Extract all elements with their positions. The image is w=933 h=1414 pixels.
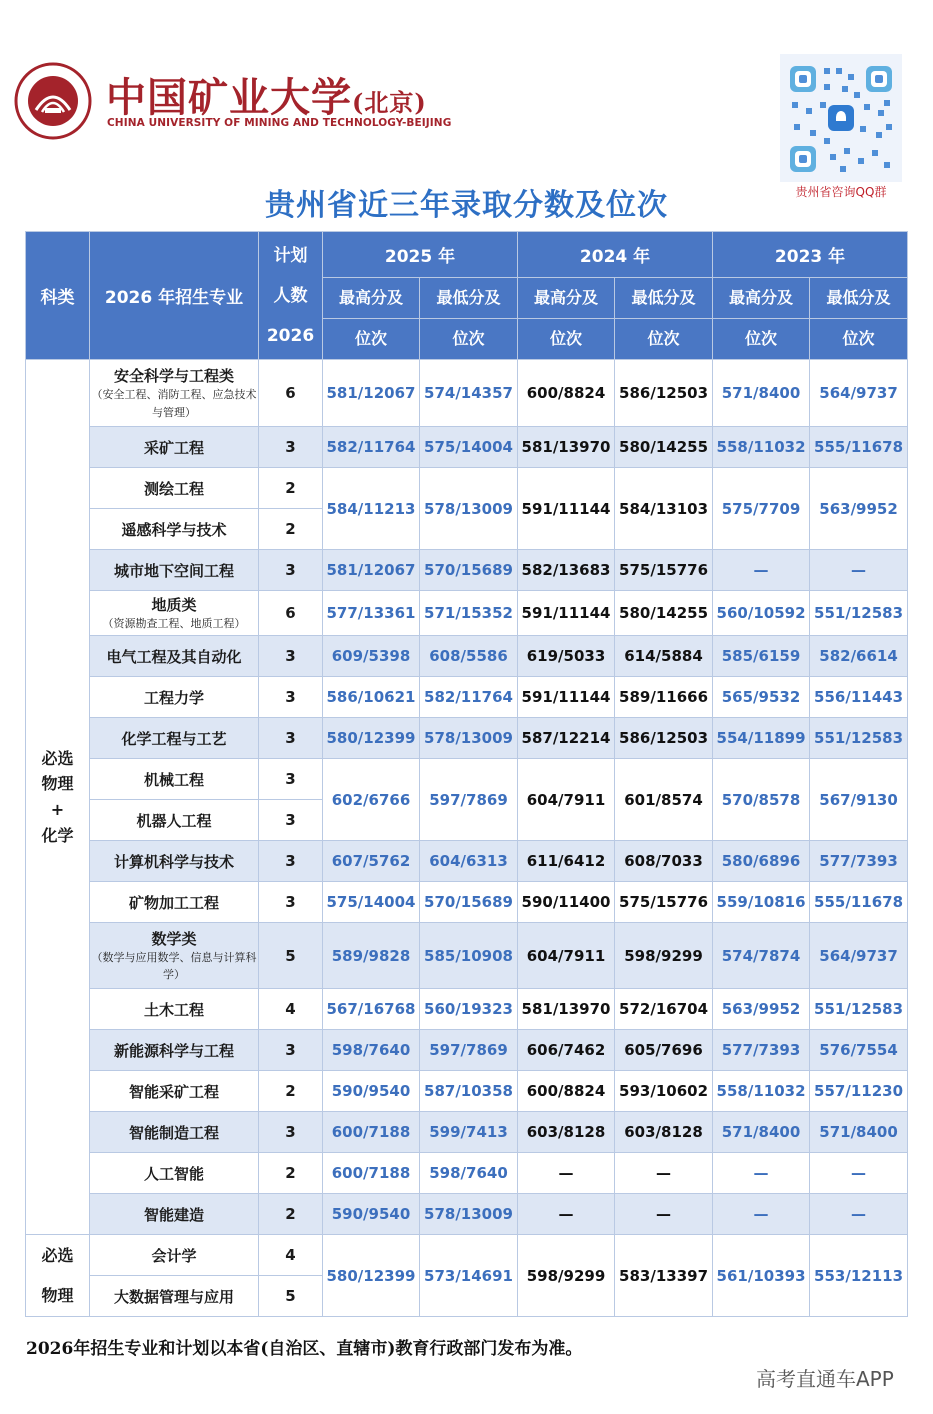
header-min-2024: 最低分及 (615, 278, 713, 319)
major-cell (90, 550, 259, 591)
table-row (26, 636, 908, 677)
score-2023-min: 555/11678 (810, 427, 908, 468)
major-cell (90, 841, 259, 882)
major-name: 新能源科学与工程 (113, 1041, 234, 1060)
major-note: （数学与应用数学、信息与计算科学） (91, 950, 257, 981)
score-2025-min: 608/5586 (420, 636, 518, 677)
major-cell (90, 1153, 259, 1194)
header (0, 0, 933, 230)
score-2023-max: — (713, 550, 810, 591)
score-2024-max: — (518, 1153, 615, 1194)
score-2023-max: 571/8400 (713, 360, 810, 427)
score-2024-max: 600/8824 (518, 1071, 615, 1112)
score-2025-max: 607/5762 (323, 841, 420, 882)
score-2025-min: 578/13009 (420, 1194, 518, 1235)
score-2023-max: 575/7709 (713, 468, 810, 550)
score-2023-max: 560/10592 (713, 591, 810, 636)
major-name: 智能采矿工程 (128, 1082, 219, 1101)
major-name: 大数据管理与应用 (113, 1287, 234, 1306)
table-row (26, 591, 908, 636)
score-2024-max: 598/9299 (518, 1235, 615, 1317)
plan-count: 6 (259, 360, 323, 427)
plan-count: 2 (259, 1071, 323, 1112)
score-2024-min: 584/13103 (615, 468, 713, 550)
score-2023-min: 556/11443 (810, 677, 908, 718)
score-2025-max: 600/7188 (323, 1153, 420, 1194)
score-2025-min: 587/10358 (420, 1071, 518, 1112)
category-physics (26, 1235, 90, 1317)
plan-count: 2 (259, 468, 323, 509)
header-year-2023: 2023 年 (713, 232, 908, 278)
major-name: 数学类 (151, 929, 197, 948)
header-plan-line: 2026 (266, 325, 315, 346)
score-2025-max: 580/12399 (323, 718, 420, 759)
score-2023-max: 561/10393 (713, 1235, 810, 1317)
score-2025-max: 609/5398 (323, 636, 420, 677)
major-name: 土木工程 (143, 1000, 204, 1019)
table-row (26, 1235, 908, 1276)
table-row (26, 550, 908, 591)
score-2024-min: — (615, 1153, 713, 1194)
score-2025-min: 570/15689 (420, 882, 518, 923)
score-2025-max: 581/12067 (323, 360, 420, 427)
major-cell (90, 1071, 259, 1112)
major-cell (90, 509, 259, 550)
score-2023-max: 558/11032 (713, 1071, 810, 1112)
table-row (26, 923, 908, 989)
score-2024-min: 614/5884 (615, 636, 713, 677)
score-2025-min: 597/7869 (420, 759, 518, 841)
score-2024-max: 587/12214 (518, 718, 615, 759)
header-rank-label: 位次 (810, 319, 908, 360)
header-max-2024: 最高分及 (518, 278, 615, 319)
major-note: （资源勘查工程、地质工程） (102, 616, 246, 630)
score-2023-max: 565/9532 (713, 677, 810, 718)
score-2024-min: 580/14255 (615, 427, 713, 468)
major-cell (90, 1030, 259, 1071)
score-2024-max: 604/7911 (518, 923, 615, 989)
score-2023-min: 551/12583 (810, 718, 908, 759)
header-rank-label: 位次 (323, 319, 420, 360)
score-2024-min: 593/10602 (615, 1071, 713, 1112)
plan-count: 3 (259, 841, 323, 882)
plan-count: 6 (259, 591, 323, 636)
score-2024-min: 601/8574 (615, 759, 713, 841)
table-row (26, 360, 908, 427)
score-2024-min: 589/11666 (615, 677, 713, 718)
score-2025-min: 604/6313 (420, 841, 518, 882)
table-row (26, 841, 908, 882)
major-name: 采矿工程 (143, 438, 204, 457)
score-2025-min: 597/7869 (420, 1030, 518, 1071)
plan-count: 5 (259, 1276, 323, 1317)
plan-count: 3 (259, 1030, 323, 1071)
table-row (26, 1153, 908, 1194)
table-row (26, 759, 908, 800)
score-2023-min: 551/12583 (810, 591, 908, 636)
category-line: 必选 (41, 1245, 74, 1265)
qr-caption: 贵州省咨询QQ群 (795, 185, 887, 199)
major-name: 智能建造 (143, 1205, 204, 1224)
score-2023-min: 564/9737 (810, 360, 908, 427)
table-row (26, 1071, 908, 1112)
score-2024-max: 604/7911 (518, 759, 615, 841)
score-2023-min: 582/6614 (810, 636, 908, 677)
plan-count: 3 (259, 677, 323, 718)
major-cell (90, 1235, 259, 1276)
score-2024-max: 619/5033 (518, 636, 615, 677)
plan-count: 2 (259, 1153, 323, 1194)
table-body (26, 360, 908, 1317)
header-min-2025: 最低分及 (420, 278, 518, 319)
app-watermark: 高考直通车APP (756, 1367, 894, 1391)
score-2023-max: — (713, 1153, 810, 1194)
score-2025-min: 560/19323 (420, 989, 518, 1030)
score-2025-max: 575/14004 (323, 882, 420, 923)
major-name: 化学工程与工艺 (121, 729, 227, 748)
score-2025-max: 584/11213 (323, 468, 420, 550)
score-2025-max: 590/9540 (323, 1194, 420, 1235)
plan-count: 5 (259, 923, 323, 989)
score-2025-max: 582/11764 (323, 427, 420, 468)
footnote: 2026年招生专业和计划以本省(自治区、直辖市)教育行政部门发布为准。 (26, 1339, 583, 1359)
category-line: 物理 (41, 1285, 74, 1305)
score-2024-min: 580/14255 (615, 591, 713, 636)
brand-name-cn: 中国矿业大学(北京) (106, 74, 427, 121)
score-2023-min: 577/7393 (810, 841, 908, 882)
plan-count: 3 (259, 1112, 323, 1153)
score-2023-max: 574/7874 (713, 923, 810, 989)
header-plan-line: 计划 (273, 245, 308, 266)
score-2024-max: 611/6412 (518, 841, 615, 882)
score-2023-min: 553/12113 (810, 1235, 908, 1317)
plan-count: 2 (259, 509, 323, 550)
table-row (26, 427, 908, 468)
score-2024-min: 605/7696 (615, 1030, 713, 1071)
plan-count: 3 (259, 759, 323, 800)
score-2023-max: 571/8400 (713, 1112, 810, 1153)
score-2024-min: 598/9299 (615, 923, 713, 989)
university-logo-icon (14, 62, 92, 140)
major-name: 安全科学与工程类 (113, 367, 234, 386)
score-2024-min: 572/16704 (615, 989, 713, 1030)
score-2023-max: 577/7393 (713, 1030, 810, 1071)
score-2023-min: 564/9737 (810, 923, 908, 989)
score-2023-min: 563/9952 (810, 468, 908, 550)
major-cell (90, 591, 259, 636)
table-row (26, 468, 908, 509)
score-2024-max: 582/13683 (518, 550, 615, 591)
score-2025-min: 570/15689 (420, 550, 518, 591)
major-name: 地质类 (151, 595, 197, 614)
plan-count: 3 (259, 718, 323, 759)
category-line: + (50, 800, 65, 819)
category-physics-chemistry (26, 360, 90, 1235)
score-2025-min: 578/13009 (420, 718, 518, 759)
score-2025-max: 581/12067 (323, 550, 420, 591)
major-name: 电气工程及其自动化 (106, 647, 242, 666)
plan-count: 3 (259, 800, 323, 841)
header-category: 科类 (26, 232, 90, 360)
table-row (26, 989, 908, 1030)
score-2023-min: 555/11678 (810, 882, 908, 923)
score-2025-max: 598/7640 (323, 1030, 420, 1071)
major-cell (90, 468, 259, 509)
score-2023-min: — (810, 550, 908, 591)
plan-count: 3 (259, 636, 323, 677)
header-max-2023: 最高分及 (713, 278, 810, 319)
score-2025-min: 574/14357 (420, 360, 518, 427)
score-2024-max: — (518, 1194, 615, 1235)
page-title: 贵州省近三年录取分数及位次 (265, 188, 668, 223)
plan-count: 4 (259, 989, 323, 1030)
score-2023-max: 554/11899 (713, 718, 810, 759)
score-2025-max: 586/10621 (323, 677, 420, 718)
score-2024-min: 586/12503 (615, 718, 713, 759)
category-line: 物理 (41, 774, 74, 794)
table-row (26, 1112, 908, 1153)
table-row (26, 1194, 908, 1235)
major-cell (90, 636, 259, 677)
table-row (26, 1030, 908, 1071)
major-name: 城市地下空间工程 (113, 561, 234, 580)
major-name: 遥感科学与技术 (121, 520, 227, 539)
plan-count: 4 (259, 1235, 323, 1276)
table-header (26, 232, 908, 360)
header-rank-label: 位次 (713, 319, 810, 360)
score-2023-max: 563/9952 (713, 989, 810, 1030)
score-2023-min: 551/12583 (810, 989, 908, 1030)
score-2024-max: 600/8824 (518, 360, 615, 427)
plan-count: 2 (259, 1194, 323, 1235)
score-2025-max: 577/13361 (323, 591, 420, 636)
major-cell (90, 1194, 259, 1235)
major-cell (90, 800, 259, 841)
score-2023-min: 571/8400 (810, 1112, 908, 1153)
score-2025-min: 598/7640 (420, 1153, 518, 1194)
score-2023-min: — (810, 1194, 908, 1235)
major-cell (90, 1276, 259, 1317)
score-2024-min: — (615, 1194, 713, 1235)
plan-count: 3 (259, 882, 323, 923)
score-2024-min: 586/12503 (615, 360, 713, 427)
score-2024-max: 591/11144 (518, 591, 615, 636)
header-year-2025: 2025 年 (323, 232, 518, 278)
score-2024-max: 591/11144 (518, 677, 615, 718)
score-2024-max: 603/8128 (518, 1112, 615, 1153)
header-min-2023: 最低分及 (810, 278, 908, 319)
major-name: 会计学 (151, 1246, 197, 1265)
major-name: 计算机科学与技术 (113, 852, 234, 871)
major-cell (90, 360, 259, 427)
score-2023-max: 559/10816 (713, 882, 810, 923)
major-cell (90, 1112, 259, 1153)
major-name: 机器人工程 (136, 811, 212, 830)
score-2024-max: 581/13970 (518, 427, 615, 468)
score-2024-min: 603/8128 (615, 1112, 713, 1153)
score-2025-min: 571/15352 (420, 591, 518, 636)
qr-code-icon[interactable] (780, 54, 902, 182)
score-2023-max: — (713, 1194, 810, 1235)
score-2023-max: 585/6159 (713, 636, 810, 677)
score-2024-max: 581/13970 (518, 989, 615, 1030)
score-2025-min: 573/14691 (420, 1235, 518, 1317)
major-cell (90, 677, 259, 718)
score-2023-min: 567/9130 (810, 759, 908, 841)
major-note: （安全工程、消防工程、应急技术与管理） (91, 388, 257, 419)
admission-score-table (25, 231, 908, 1317)
header-major: 2026 年招生专业 (90, 232, 259, 360)
major-cell (90, 882, 259, 923)
score-2025-min: 599/7413 (420, 1112, 518, 1153)
major-name: 智能制造工程 (128, 1123, 219, 1142)
major-cell (90, 923, 259, 989)
major-name: 测绘工程 (143, 479, 204, 498)
score-2025-max: 589/9828 (323, 923, 420, 989)
header-rank-label: 位次 (518, 319, 615, 360)
score-2023-max: 570/8578 (713, 759, 810, 841)
score-2024-min: 583/13397 (615, 1235, 713, 1317)
major-cell (90, 759, 259, 800)
major-name: 工程力学 (143, 688, 204, 707)
score-2025-max: 600/7188 (323, 1112, 420, 1153)
score-2023-min: 557/11230 (810, 1071, 908, 1112)
table-row (26, 718, 908, 759)
plan-count: 3 (259, 550, 323, 591)
score-2025-max: 602/6766 (323, 759, 420, 841)
score-2023-min: 576/7554 (810, 1030, 908, 1071)
score-2025-max: 567/16768 (323, 989, 420, 1030)
header-max-2025: 最高分及 (323, 278, 420, 319)
major-name: 机械工程 (143, 770, 204, 789)
score-2023-min: — (810, 1153, 908, 1194)
major-name: 人工智能 (143, 1164, 204, 1183)
header-year-2024: 2024 年 (518, 232, 713, 278)
score-2025-min: 578/13009 (420, 468, 518, 550)
score-2024-max: 606/7462 (518, 1030, 615, 1071)
score-2025-max: 590/9540 (323, 1071, 420, 1112)
table-row (26, 677, 908, 718)
score-2023-max: 558/11032 (713, 427, 810, 468)
category-line: 必选 (41, 748, 74, 768)
major-name: 矿物加工工程 (128, 893, 219, 912)
header-plan (259, 232, 323, 360)
score-2025-min: 585/10908 (420, 923, 518, 989)
header-rank-label: 位次 (615, 319, 713, 360)
major-cell (90, 427, 259, 468)
score-2025-min: 582/11764 (420, 677, 518, 718)
score-2024-min: 608/7033 (615, 841, 713, 882)
header-plan-line: 人数 (273, 285, 308, 306)
major-cell (90, 718, 259, 759)
score-2025-min: 575/14004 (420, 427, 518, 468)
score-2024-min: 575/15776 (615, 882, 713, 923)
score-2025-max: 580/12399 (323, 1235, 420, 1317)
header-rank-label: 位次 (420, 319, 518, 360)
score-2024-max: 590/11400 (518, 882, 615, 923)
score-2023-max: 580/6896 (713, 841, 810, 882)
table-row (26, 882, 908, 923)
plan-count: 3 (259, 427, 323, 468)
category-line: 化学 (41, 825, 74, 845)
score-2024-max: 591/11144 (518, 468, 615, 550)
major-cell (90, 989, 259, 1030)
brand-name-en: CHINA UNIVERSITY OF MINING AND TECHNOLOGY-BEIJING (107, 117, 452, 129)
score-2024-min: 575/15776 (615, 550, 713, 591)
